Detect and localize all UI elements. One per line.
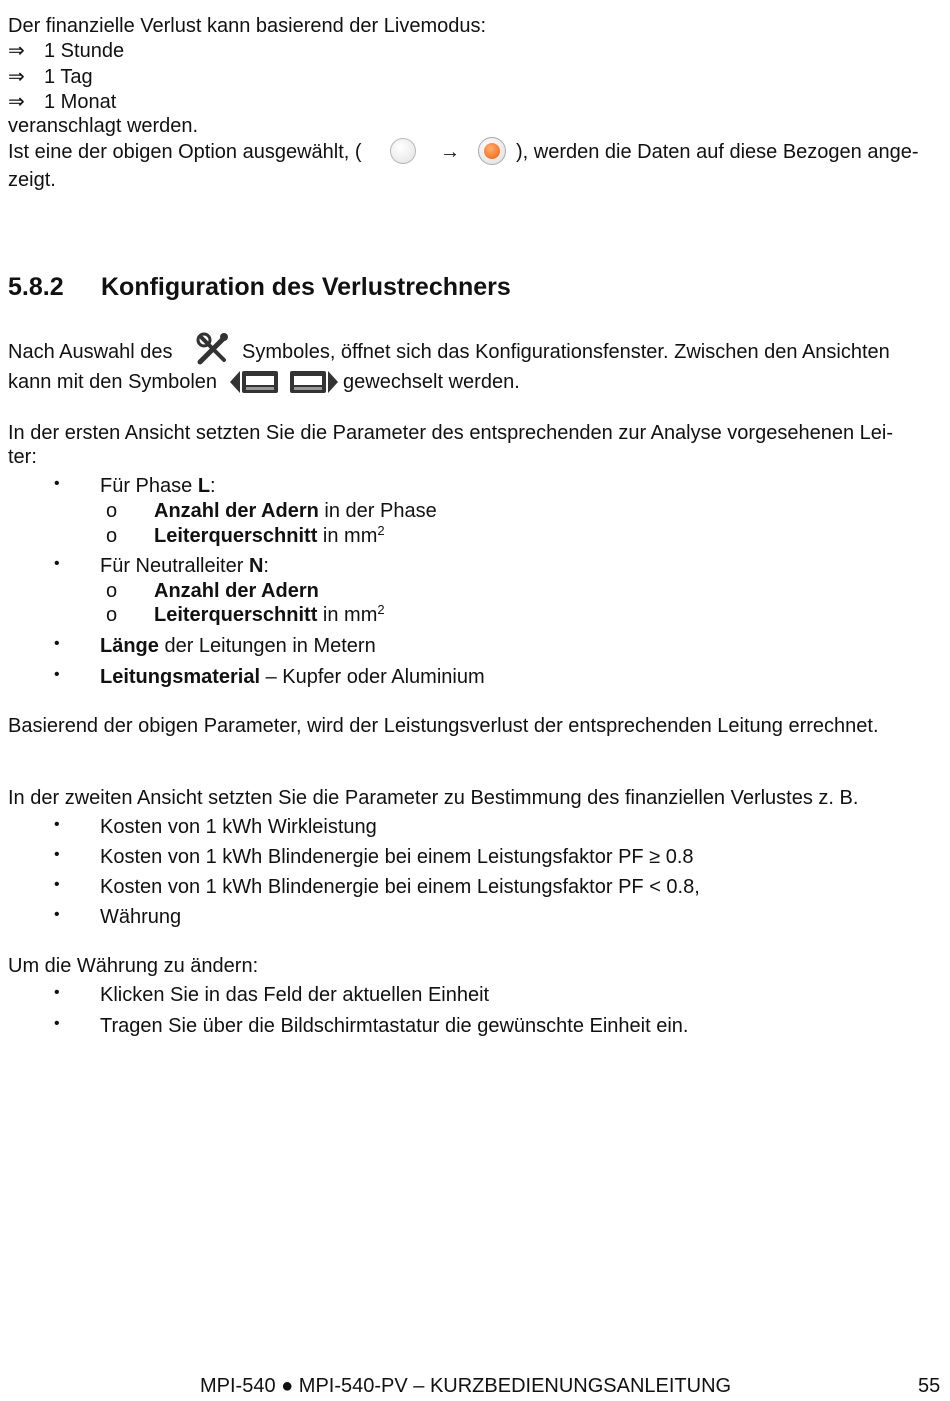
- view-next-icon: [288, 368, 338, 396]
- sub-list-item: Anzahl der Adern: [154, 580, 319, 602]
- paragraph-text: In der ersten Ansicht setzten Sie die Parameter des entsprechenden zur Analyse vorgesehenen Lei-: [8, 422, 893, 444]
- intro-line: zeigt.: [8, 169, 56, 191]
- list-item: Klicken Sie in das Feld der aktuellen Einheit: [100, 984, 490, 1006]
- radio-selected-icon: [478, 137, 506, 165]
- bullet-icon: •: [54, 666, 60, 683]
- sub-bullet-icon: o: [106, 525, 118, 547]
- bullet-icon: •: [54, 876, 60, 893]
- list-item: Kosten von 1 kWh Wirkleistung: [100, 816, 377, 838]
- option-item: 1 Stunde: [44, 40, 125, 62]
- arrow-icon: ⇒: [8, 40, 25, 62]
- sub-bullet-icon: o: [106, 580, 118, 602]
- bullet-icon: •: [54, 635, 60, 652]
- view-prev-icon: [230, 368, 280, 396]
- paragraph-text: Symboles, öffnet sich das Konfigurationsfenster. Zwischen den Ansichten: [242, 341, 890, 363]
- paragraph-text: Nach Auswahl des: [8, 341, 173, 363]
- tools-icon: [196, 332, 230, 366]
- list-item: Leitungsmaterial – Kupfer oder Aluminium: [100, 666, 485, 688]
- paragraph-text: Um die Währung zu ändern:: [8, 955, 259, 977]
- bullet-icon: •: [54, 555, 60, 572]
- option-item: 1 Monat: [44, 91, 117, 113]
- sub-list-item: Anzahl der Adern in der Phase: [154, 500, 437, 522]
- sub-bullet-icon: o: [106, 604, 118, 626]
- paragraph-text: In der zweiten Ansicht setzten Sie die Parameter zu Bestimmung des finanziellen Verlustes z. B.: [8, 787, 859, 809]
- radio-unselected-icon: [390, 138, 416, 164]
- sub-list-item: Leiterquerschnitt in $mm^2$: [154, 523, 385, 547]
- bullet-icon: •: [54, 846, 60, 863]
- paragraph-text: ter:: [8, 446, 37, 468]
- intro-line: Ist eine der obigen Option ausgewählt, (: [8, 141, 362, 163]
- list-item: Länge der Leitungen in Metern: [100, 635, 376, 657]
- list-item: Kosten von 1 kWh Blindenergie bei einem Leistungsfaktor PF ≥ 0.8: [100, 846, 694, 868]
- list-item: Für Phase L:: [100, 475, 216, 497]
- bullet-icon: •: [54, 1015, 60, 1032]
- section-number: 5.8.2: [8, 273, 64, 301]
- intro-line: Der finanzielle Verlust kann basierend der Livemodus:: [8, 15, 487, 37]
- intro-line: ), werden die Daten auf diese Bezogen ange-: [516, 141, 919, 163]
- list-item: Für Neutralleiter N:: [100, 555, 269, 577]
- arrow-icon: ⇒: [8, 91, 25, 113]
- right-arrow-icon: →: [440, 141, 460, 163]
- paragraph-text: gewechselt werden.: [343, 371, 520, 393]
- arrow-icon: ⇒: [8, 66, 25, 88]
- bullet-icon: •: [54, 906, 60, 923]
- bullet-icon: •: [54, 984, 60, 1001]
- list-item: Währung: [100, 906, 182, 928]
- bullet-icon: •: [54, 816, 60, 833]
- footer-title: MPI-540 ● MPI-540-PV – KURZBEDIENUNGSANLEITUNG: [200, 1375, 732, 1397]
- intro-line: veranschlagt werden.: [8, 115, 199, 137]
- bullet-icon: •: [54, 475, 60, 492]
- paragraph-text: kann mit den Symbolen: [8, 371, 218, 393]
- list-item: Tragen Sie über die Bildschirmtastatur die gewünschte Einheit ein.: [100, 1015, 689, 1037]
- sub-list-item: Leiterquerschnitt in $mm^2$: [154, 602, 385, 626]
- paragraph-text: Basierend der obigen Parameter, wird der Leistungsverlust der entsprechenden Leitung errechnet.: [8, 715, 879, 737]
- sub-bullet-icon: o: [106, 500, 118, 522]
- list-item: Kosten von 1 kWh Blindenergie bei einem Leistungsfaktor PF < 0.8,: [100, 876, 700, 898]
- option-item: 1 Tag: [44, 66, 93, 88]
- section-title: Konfiguration des Verlustrechners: [101, 273, 511, 301]
- page-number: 55: [918, 1375, 941, 1397]
